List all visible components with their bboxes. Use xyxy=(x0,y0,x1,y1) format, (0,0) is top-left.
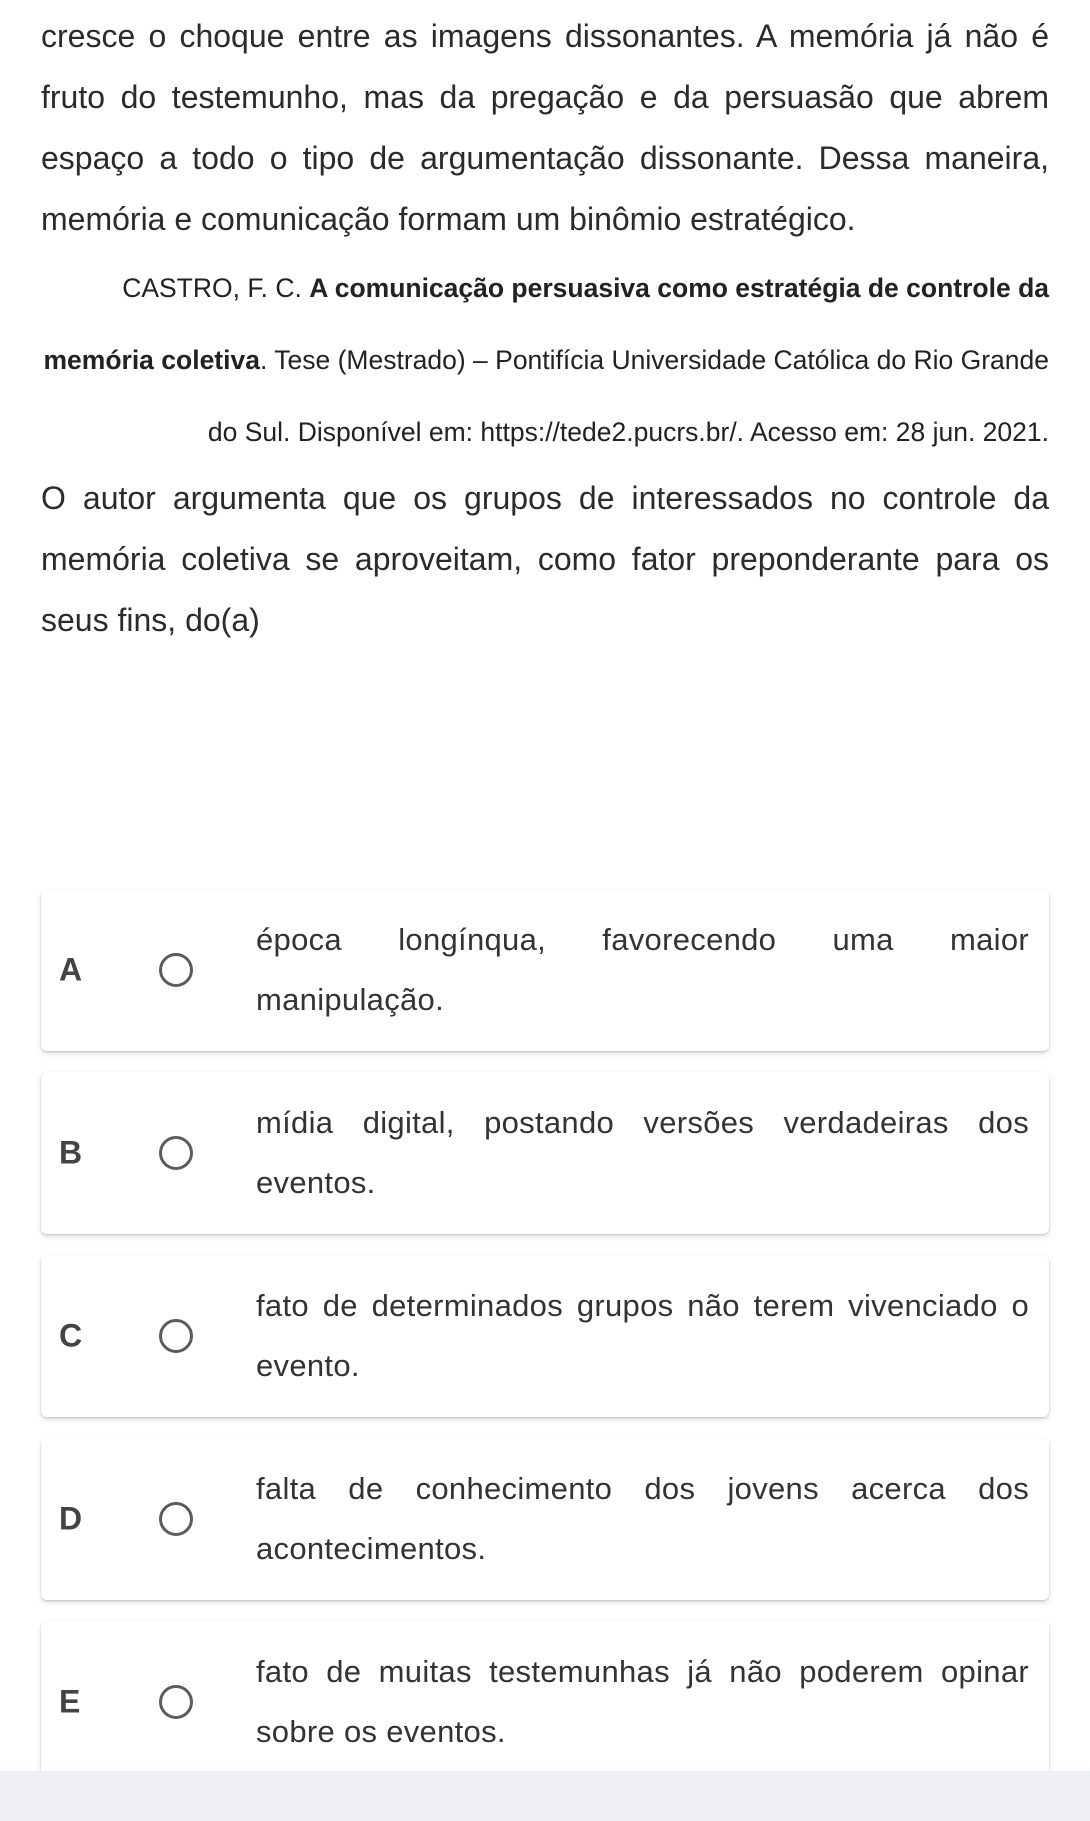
passage-text: cresce o choque entre as imagens dissonantes. A memória já não é fruto do testemunho, mas da pregação e da persuasão que abrem espaço a todo o tipo de argumentação dissonante. Dessa maneira, memória e comunicação formam um binômio estratégico. xyxy=(41,18,1049,237)
radio-button-icon[interactable] xyxy=(159,1685,193,1719)
question-prompt: O autor argumenta que os grupos de interessados no controle da memória coletiva se aproveitam, como fator preponderante para os seus fins, do(a) xyxy=(41,480,1049,638)
option-c[interactable] xyxy=(41,1255,1049,1417)
option-e[interactable] xyxy=(41,1621,1049,1783)
radio-button-icon[interactable] xyxy=(159,1502,193,1536)
option-letter: B xyxy=(59,1134,83,1171)
answer-options xyxy=(41,889,1049,1804)
option-text: mídia digital, postando versões verdadeiras dos eventos. xyxy=(256,1105,1029,1200)
reference-citation xyxy=(41,252,1049,468)
option-a[interactable] xyxy=(41,889,1049,1051)
option-text: fato de muitas testemunhas já não poderem opinar sobre os eventos. xyxy=(256,1654,1029,1749)
option-letter: A xyxy=(59,951,83,988)
bottom-bar xyxy=(0,1771,1090,1821)
option-text: fato de determinados grupos não terem vivenciado o evento. xyxy=(256,1288,1029,1383)
radio-button-icon[interactable] xyxy=(159,953,193,987)
option-text: época longínqua, favorecendo uma maior manipulação. xyxy=(256,922,1029,1017)
option-letter: D xyxy=(59,1500,83,1537)
radio-button-icon[interactable] xyxy=(159,1136,193,1170)
option-d[interactable] xyxy=(41,1438,1049,1600)
option-text: falta de conhecimento dos jovens acerca dos acontecimentos. xyxy=(256,1471,1029,1566)
radio-button-icon[interactable] xyxy=(159,1319,193,1353)
reference-title: A comunicação persuasiva como estratégia de controle da memória coletiva xyxy=(43,273,1049,375)
question-content xyxy=(41,0,1049,651)
reference-details: . Tese (Mestrado) – Pontifícia Universidade Católica do Rio Grande do Sul. Disponível em: https://tede2.pucrs.br/. Acesso em: 28 jun. 2021. xyxy=(207,345,1049,447)
reference-author: CASTRO, F. C. xyxy=(122,273,310,303)
option-letter: C xyxy=(59,1317,83,1354)
option-letter: E xyxy=(59,1683,81,1720)
option-b[interactable] xyxy=(41,1072,1049,1234)
